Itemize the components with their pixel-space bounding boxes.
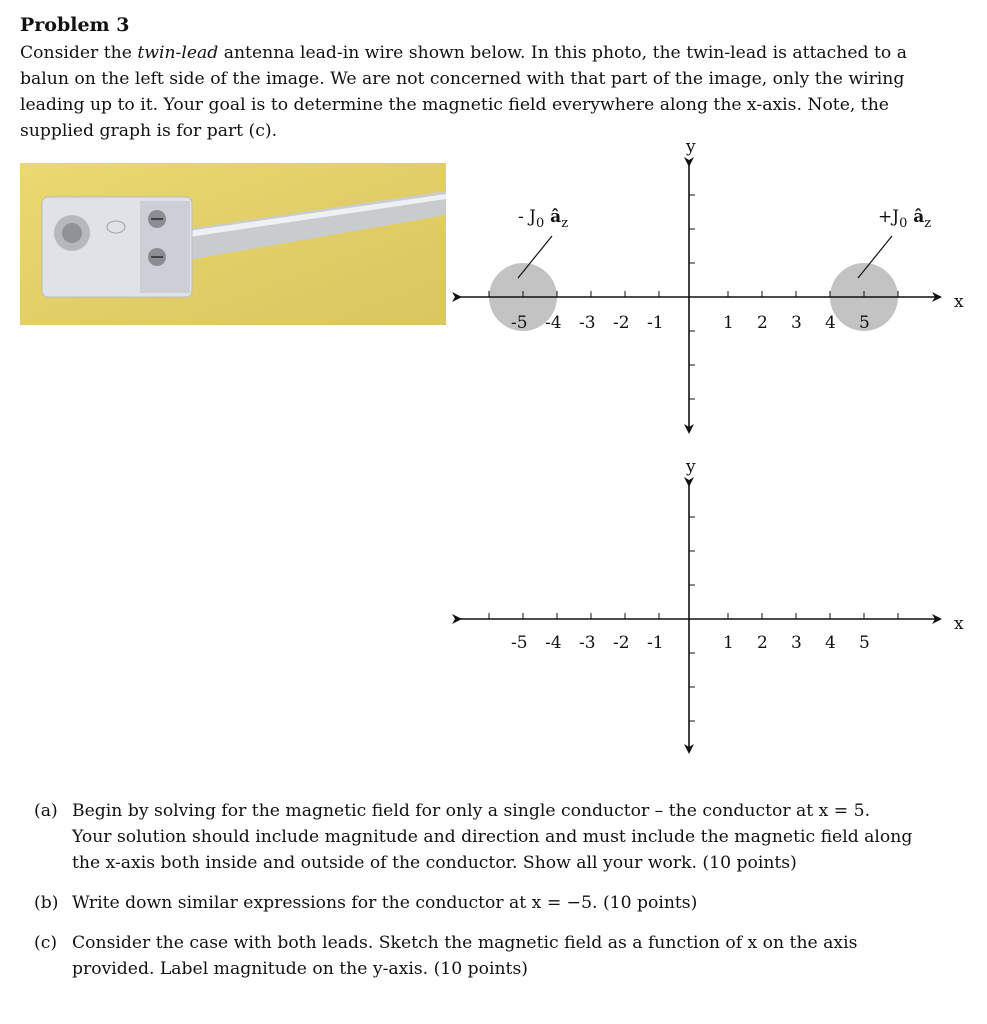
tick-label: 2 xyxy=(757,313,768,333)
tick-label: 1 xyxy=(723,633,734,653)
part-text: Consider the case with both leads. Sketch the magnetic field as a function of x on the axis provided. Label magnitude on the y-axis. (10 points) xyxy=(72,933,858,979)
right-current-label: $+J_0$ $â_z$ xyxy=(878,207,932,231)
tick-label: 2 xyxy=(757,633,768,653)
left-current-label: - $J_0$ $â_z$ xyxy=(518,207,569,231)
tick-label: 5 xyxy=(859,633,870,653)
part-text: Begin by solving for the magnetic field for only a single conductor – the conductor at x = 5. Your solution should include magnitude and direction and must include the magnetic field along the x-axis both inside and outside of the conductor. Show all your work. (10 points) xyxy=(72,801,913,873)
part-text: Write down similar expressions for the conductor at x = −5. (10 points) xyxy=(72,893,698,913)
axes-diagrams xyxy=(440,130,980,760)
top-x-tick-labels xyxy=(511,313,870,333)
part-b xyxy=(34,890,914,916)
tick-label: -1 xyxy=(647,313,664,333)
tick-label: -3 xyxy=(579,313,596,333)
part-tag: (b) xyxy=(34,893,59,913)
tick-label: 3 xyxy=(791,633,802,653)
tick-label: -1 xyxy=(647,633,664,653)
bottom-x-ticks xyxy=(489,613,898,619)
problem-intro: Consider the twin-lead antenna lead-in wire shown below. In this photo, the twin-lead is attached to a balun on the left side of the image. We are not concerned with that part of the image, only the wiring leading up to it. Your goal is to determine the magnetic field everywhere along the x-axis. Note, the supplied graph is for part (c). xyxy=(20,43,907,141)
tick-label: -3 xyxy=(579,633,596,653)
part-tag: (c) xyxy=(34,933,58,953)
bottom-axes xyxy=(460,457,964,752)
question-parts xyxy=(34,798,914,996)
bottom-x-label: x xyxy=(954,614,964,634)
bottom-y-label: y xyxy=(686,457,696,477)
tick-label: 5 xyxy=(859,313,870,333)
tick-label: -5 xyxy=(511,313,528,333)
tick-label: -2 xyxy=(613,313,630,333)
top-x-label: x xyxy=(954,292,964,312)
tick-label: 4 xyxy=(825,633,836,653)
tick-label: 1 xyxy=(723,313,734,333)
twin-lead-photo xyxy=(20,163,446,325)
tick-label: -5 xyxy=(511,633,528,653)
tick-label: -4 xyxy=(545,313,562,333)
part-tag: (a) xyxy=(34,801,58,821)
problem-title: Problem 3 xyxy=(20,14,130,36)
part-a xyxy=(34,798,914,876)
tick-label: -2 xyxy=(613,633,630,653)
top-axes xyxy=(460,137,964,432)
tick-label: 4 xyxy=(825,313,836,333)
part-c xyxy=(34,930,914,982)
top-y-label: y xyxy=(686,137,696,157)
tick-label: -4 xyxy=(545,633,562,653)
twin-lead-emphasis: twin-lead xyxy=(137,43,219,63)
bottom-x-tick-labels xyxy=(511,633,870,653)
tick-label: 3 xyxy=(791,313,802,333)
